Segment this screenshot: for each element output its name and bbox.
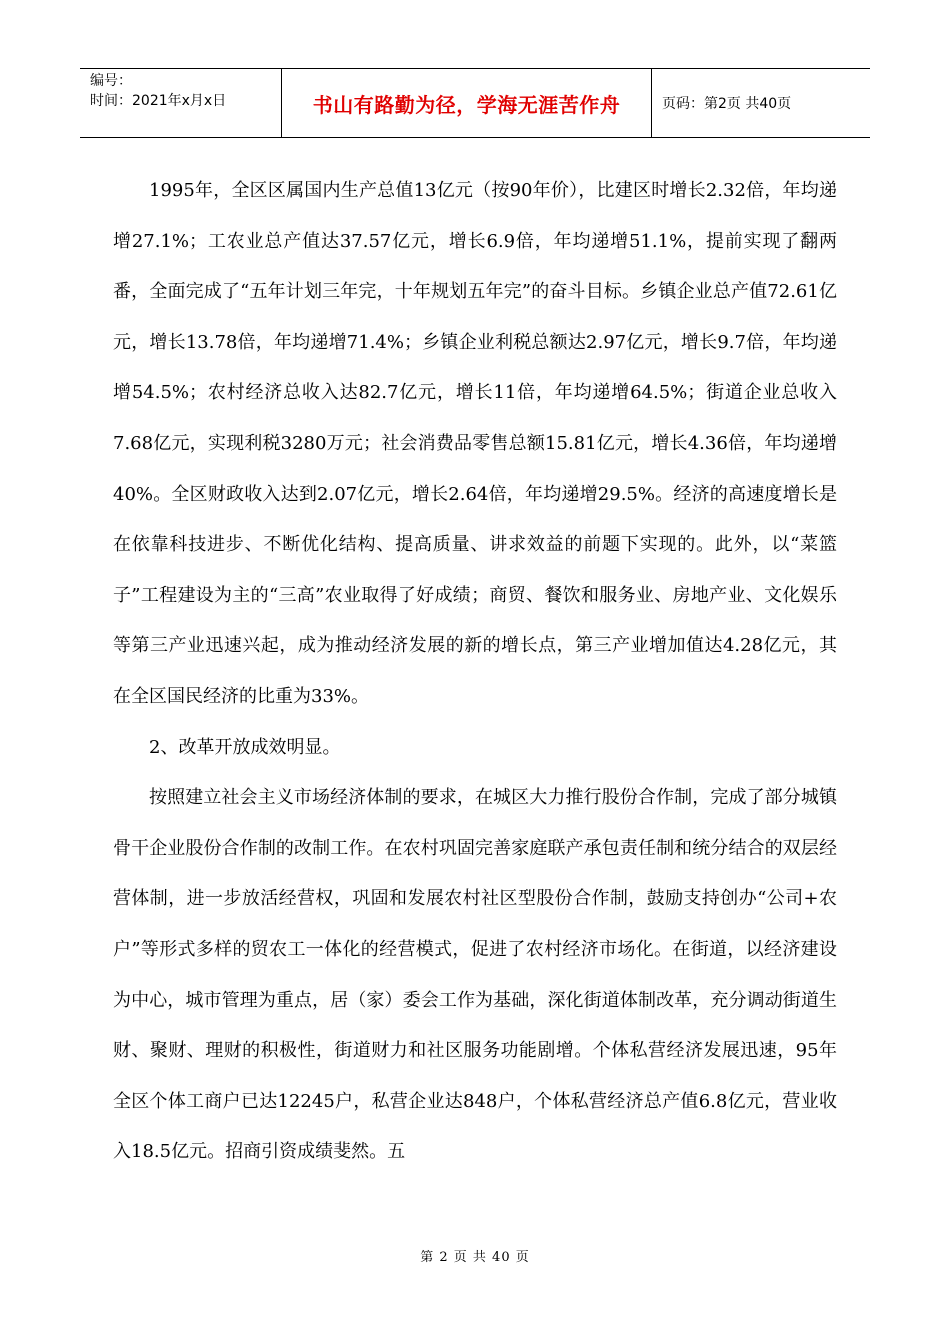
paragraph-economic-growth: 1995年，全区区属国内生产总值13亿元（按90年价），比建区时增长2.32倍，年均递增27.1%；工农业总产值达37.57亿元，增长6.9倍，年均递增51.1%，提前实现了翻两番，全面完成了“五年计划三年完，十年规划五年完”的奋斗目标。乡镇企业总产值72.61亿元，增长13.78倍，年均递增71.4%；乡镇企业利税总额达2.97亿元，增长9.7倍，年均递增54.5%；农村经济总收入达82.7亿元，增长11倍，年均递增64.5%；街道企业总收入7.68亿元，实现利税3280万元；社会消费品零售总额15.81亿元，增长4.36倍，年均递增40%。全区财政收入达到2.07亿元，增长2.64倍，年均递增29.5%。经济的高速度增长是在依靠科技进步、不断优化结构、提高质量、讲求效益的前题下实现的。此外，以“菜篮子”工程建设为主的“三高”农业取得了好成绩；商贸、餐饮和服务业、房地产业、文化娱乐等第三产业迅速兴起，成为推动经济发展的新的增长点，第三产业增加值达4.28亿元，其在全区国民经济的比重为33%。 — [113, 180, 837, 707]
paragraph-reform-details: 按照建立社会主义市场经济体制的要求，在城区大力推行股份合作制，完成了部分城镇骨干企业股份合作制的改制工作。在农村巩固完善家庭联产承包责任制和统分结合的双层经营体制，进一步放活经营权，巩固和发展农村社区型股份合作制，鼓励支持创办“公司+农户”等形式多样的贸农工一体化的经营模式，促进了农村经济市场化。在街道，以经济建设为中心，城市管理为重点，居（家）委会工作为基础，深化街道体制改革，充分调动街道生财、聚财、理财的积极性，街道财力和社区服务功能剧增。个体私营经济发展迅速，95年全区个体工商户已达12245户，私营企业达848户，个体私营经济总产值6.8亿元，营业收入18.5亿元。招商引资成绩斐然。五 — [113, 787, 837, 1163]
section-heading-reform: 2、改革开放成效明显。 — [149, 736, 341, 758]
header-meta-cell — [80, 69, 282, 137]
document-number-label: 编号： — [90, 73, 132, 89]
document-time-label: 时间：2021年x月x日 — [90, 93, 227, 109]
page-footer: 第 2 页 共 40 页 — [420, 1250, 530, 1265]
document-header — [80, 68, 870, 138]
header-motto: 书山有路勤为径，学海无涯苦作舟 — [282, 69, 652, 137]
document-body — [113, 166, 837, 1178]
header-page-info: 页码：第2页 共40页 — [662, 96, 792, 112]
